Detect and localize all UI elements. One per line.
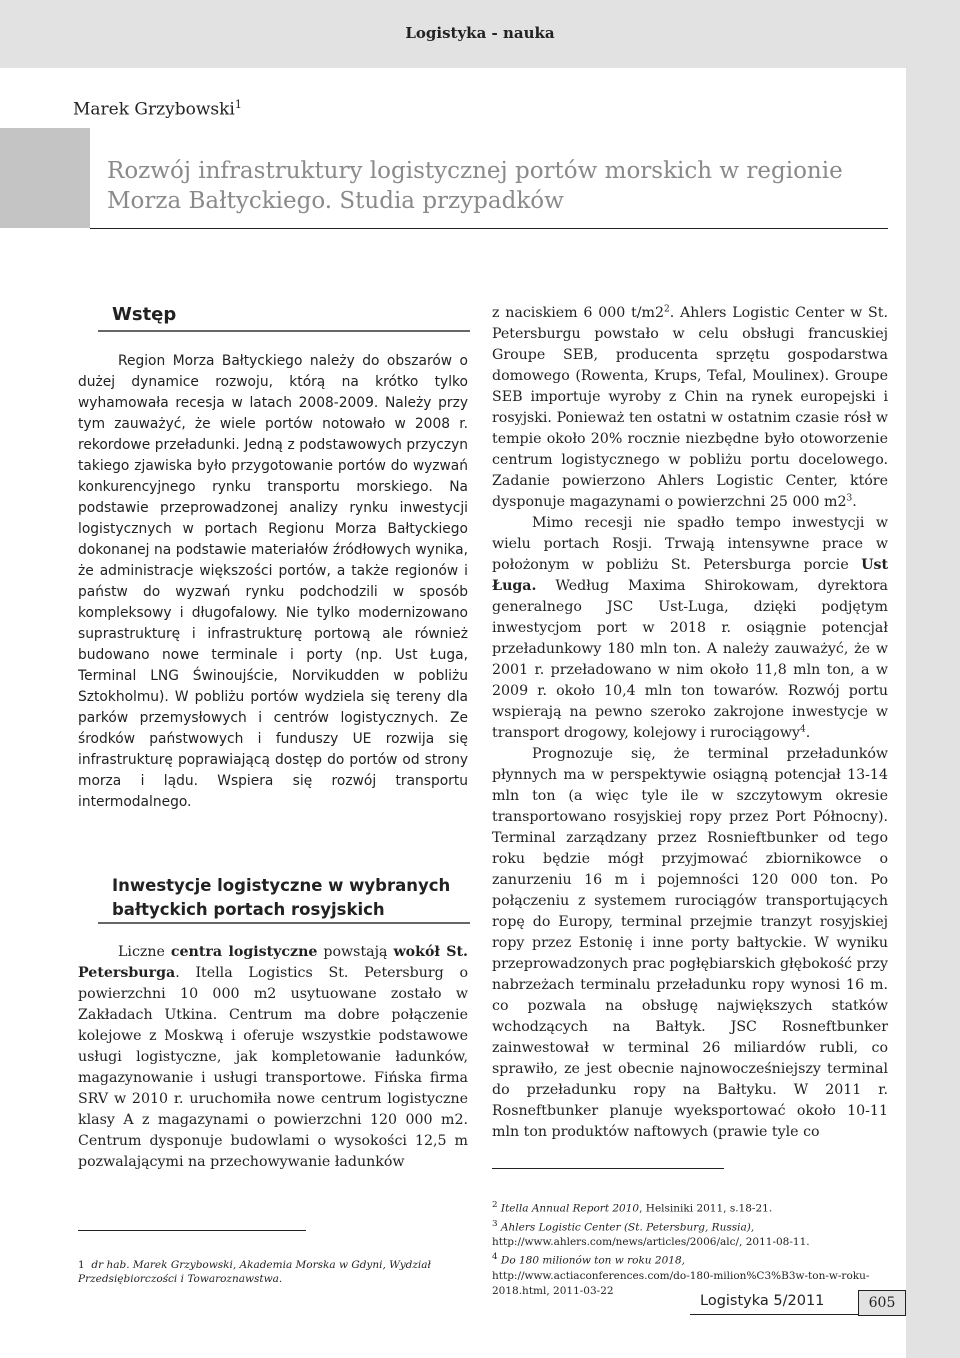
investments-paragraph-1: Liczne centra logistyczne powstają wokół St. Petersburga. Itella Logistics St. Petersburg o powierzchni 10 000 m2 usytuowane zostało w Zakładach Utkina. Centrum ma dobre połączenie kolejowe z Moskwą i oferuje wszystkie podstawowe usługi logistyczne, jak kompletowanie ładunków, magazynowanie i usługi transportowe. Fińska firma SRV w 2010 r. uruchomiła nowe centrum logistyczne klasy A z magazynami o powierzchni 120 000 m2. Centrum dysponuje budowlami o wysokości 12,5 m pozwalającymi na przechowywanie ładunków — [78, 944, 468, 1170]
article-title-line2: Morza Bałtyckiego. Studia przypadków — [107, 188, 564, 214]
section-heading-rule — [98, 330, 470, 332]
article-title — [107, 156, 897, 216]
right-paragraph-2: Mimo recesji nie spadło tempo inwestycji w wielu portach Rosji. Trwają intensywne prace w położonym w pobliżu St. Petersburga porcie Ust Ługa. Według Maxima Shirokowam, dyrektora generalnego JSC Ust-Luga, dzięki podjętym inwestycjom port w 2018 r. osiągnie potencjał przeładunkowy 180 mln ton. A należy zauważyć, że w 2001 r. przeładowano w nim około 11,8 mln ton, a w 2009 r. około 10,4 mln ton towarów. Rozwój portu wspierają na pewno szeroko zakrojone inwestycje w transport drogowy, kolejowy i rurociągowy$^4$. — [492, 515, 888, 741]
right-column-text — [492, 303, 888, 1143]
footnote-2: $^2$ Itella Annual Report 2010, Helsiniki 2011, s.18-21. — [492, 1200, 773, 1215]
intro-paragraph-2: Jedną z podstawowych przyczyn takiego zjawiska było przygotowanie portów do wyzwań konkurencyjnego rynku transportu morskiego. Na podstawie przeprowadzonej analizy rynku inwestycji logistycznych w portach Regionu Morza Bałtyckiego dokonanej na podstawie materiałów źródłowych wynika, że administracje większości portów, a także regionów i państw do wyzwań rynku podchodzili w sposób kompleksowy i długofalowy. Nie tylko modernizowano suprastrukturę i infrastrukturę portową ale również budowano nowe terminale i porty (np. Ust Ługa, Terminal LNG Świnoujście, Norvikudden w pobliżu Sztokholmu). W pobliżu portów wydziela się tereny dla parków przemysłowych i centrów logistycznych. Ze środków państwowych i funduszy UE rozwija się infrastrukturę poprawiającą dostęp do portów od strony morza i lądu. Wspiera się rozwój transportu intermodalnego. — [78, 437, 468, 810]
right-paragraph-1: z naciskiem 6 000 $t/m2^2$. Ahlers Logistic Center w St. Petersburgu powstało w celu obsługi francuskiej Groupe SEB, producenta sprzętu gospodarstwa domowego (Rowenta, Krups, Tefal, Moulinex). Groupe SEB importuje wyroby z Chin na rynek europejski i rosyjski. Ponieważ ten ostatni w ostatnim czasie rósł w tempie około 20% rocznie niezbędne było otoworzenie centrum logistycznego w pobliżu portu docelowego. Zadanie powierzono Ahlers Logistic Center, które dysponuje magazynami o powierzchni 25 000 $m2^3$. — [492, 304, 888, 510]
footnote-3: $^3$ Ahlers Logistic Center (St. Petersburg, Russia), — [492, 1218, 755, 1233]
footnotes-right — [492, 1198, 888, 1299]
title-accent-block — [0, 128, 90, 228]
footer-rule — [690, 1314, 860, 1315]
intro-paragraph-1: Region Morza Bałtyckiego należy do obszarów o dużej dynamice rozwoju, którą na krótko tylko wyhamowała recesja w latach 2008-2009. Należy przy tym zauważyć, że wiele portów notowało w 2008 r. rekordowe przeładunki. Jedną z podstawowych przyczyn takiego zjawiska było przygotowanie portów do wyzwań konkurencyjnego rynku transportu morskiego. Na podstawie przeprowadzonej analizy rynku inwestycji logistycznych w portach Regionu Morza Bałtyckiego dokonanej na podstawie materiałów źródłowych wynika, że administracje większości portów, a także regionów i państw do wyzwań rynku podchodzili w sposób kompleksowy i długofalowy. Nie tylko modernizowano suprastrukturę i infrastrukturę portową ale również budowano nowe terminale i porty (np. Ust Ługa, Terminal LNG Świnoujście, Norvikudden w pobliżu Sztokholmu). W pobliżu portów wydziela się tereny dla parków przemysłowych i centrów logistycznych. Ze środków państwowych i funduszy UE rozwija się infrastrukturę poprawiającą dostęp do portów od strony morza i lądu. Wspiera się rozwój transportu intermodalnego. — [78, 353, 468, 810]
footnote-4: $^4$ Do 180 milionów ton w roku 2018, — [492, 1252, 685, 1267]
investments-text — [78, 942, 468, 1173]
section-heading-rule-2 — [98, 922, 470, 924]
footnote-3-url: http://www.ahlers.com/news/articles/2006/alc/, 2011-08-11. — [492, 1236, 810, 1248]
page-number: 605 — [858, 1290, 906, 1316]
footnote-rule-left — [78, 1230, 306, 1231]
footnote-1: 1 dr hab. Marek Grzybowski, Akademia Morska w Gdyni, Wydział Przedsiębiorczości i Towaroznawstwa. — [78, 1259, 431, 1285]
article-title-line1: Rozwój infrastruktury logistycznej portów morskich w regionie — [107, 158, 843, 184]
title-rule — [90, 228, 888, 229]
running-header — [0, 0, 960, 68]
journal-issue: Logistyka 5/2011 — [700, 1293, 825, 1309]
footnote-rule-right — [492, 1168, 724, 1169]
right-margin-bar — [906, 68, 960, 1358]
right-paragraph-3: Prognozuje się, że terminal przeładunków płynnych ma w perspektywie osiągną potencjał 13-14 mln ton (a więc tyle ile w szczytowym okresie transportowano rosyjskiej ropy przez Port Północny). Terminal zarządzany przez Rosnieftbunker od tego roku będzie mógł przyjmować zbiornikowce o zanurzeniu 16 m i pojemności 120 000 ton. Po połączeniu z systemem rurociągów transportujących ropę do Europy, terminal przejmie tranzyt rosyjskiej ropy przez Estonię i inne porty bałtyckie. W wyniku przeprowadzonych prac pogłębiarskich głębokość przy nabrzeżach terminalu przeładunku ropy wynosi 16 m. co pozwala na obsługę największych statków wchodzących na Bałtyk. JSC Rosneftbunker zainwestował w terminal 26 miliardów rubli, co sprawiło, ze jest obecnie najnowocześniejszy terminal do przeładunku ropy na Bałtyku. W 2011 r. Rosneftbunker planuje wyeksportować około 10-11 mln ton produktów naftowych (prawie tyle co — [492, 746, 888, 1140]
section-heading-intro: Wstęp — [112, 304, 177, 325]
footnote-4-url: http://www.actiaconferences.com/do-180-milion%C3%B3w-ton-w-roku-2018.html, 2011-03-22 — [492, 1269, 870, 1297]
intro-text — [78, 351, 468, 813]
section-heading-investments: Inwestycje logistyczne w wybranych bałtyckich portach rosyjskich — [112, 876, 451, 919]
running-header-title: Logistyka - nauka — [405, 24, 555, 42]
author-name: Marek Grzybowski$^1$ — [73, 98, 242, 120]
